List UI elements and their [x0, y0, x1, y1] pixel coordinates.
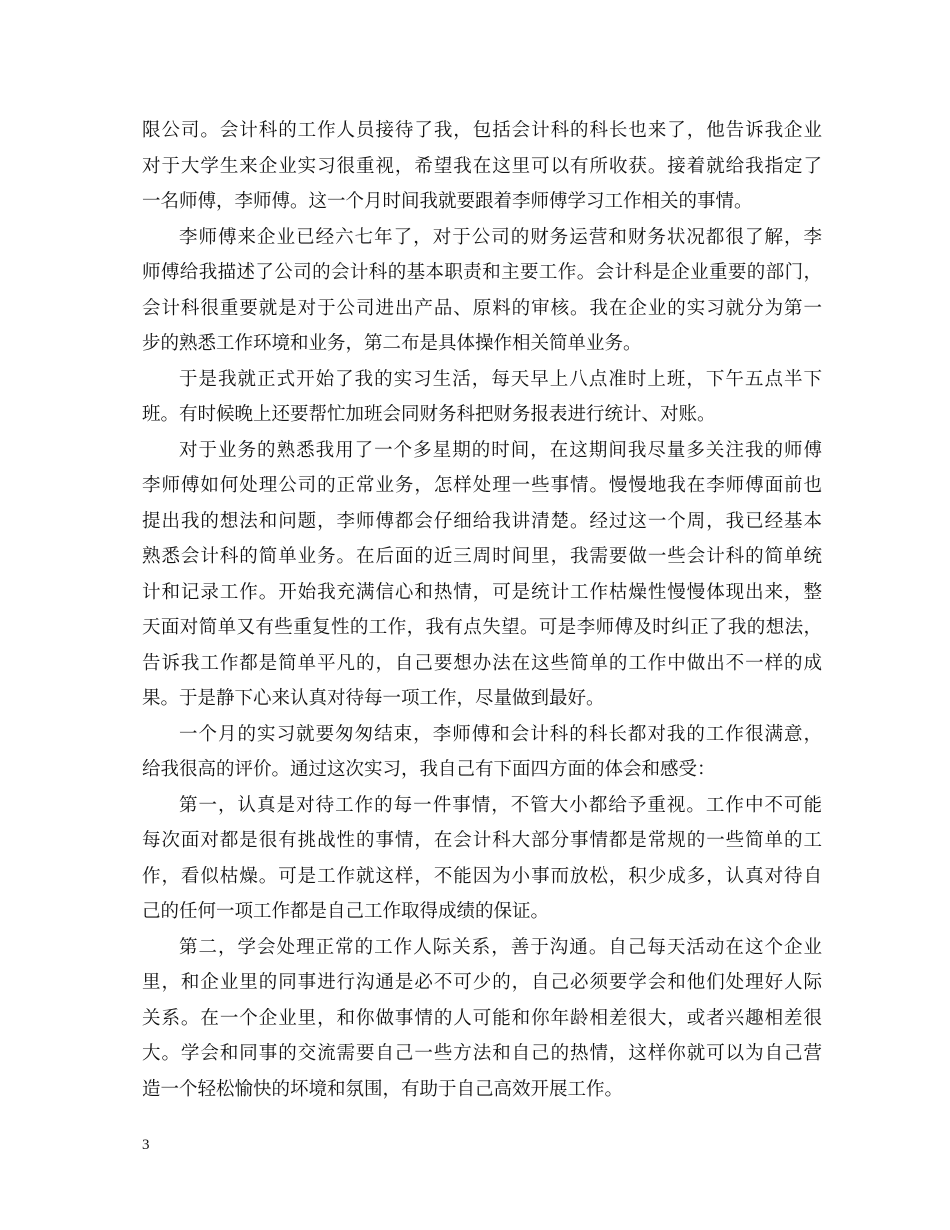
paragraph — [142, 930, 822, 1108]
paragraph — [142, 220, 822, 362]
text-line: 熟悉会计科的简单业务。在后面的近三周时间里，我需要做一些会计科的简单统 — [142, 546, 822, 567]
text-line: 天面对简单又有些重复性的工作，我有点失望。可是李师傅及时纠正了我的想法， — [142, 617, 822, 638]
text-line: 关系。在一个企业里，和你做事情的人可能和你年龄相差很大，或者兴趣相差很 — [142, 1007, 822, 1029]
text-line: 于是我就正式开始了我的实习生活，每天早上八点准时上班，下午五点半下 — [179, 368, 822, 390]
text-line: 第二，学会处理正常的工作人际关系，善于沟通。自己每天活动在这个企业 — [179, 936, 822, 958]
paragraph — [142, 362, 822, 433]
body-text — [142, 113, 822, 1107]
page-number: 3 — [142, 1137, 150, 1153]
paragraph — [142, 113, 822, 220]
text-line: 计和记录工作。开始我充满信心和热情，可是统计工作枯燥性慢慢体现出来，整 — [142, 581, 822, 603]
paragraph — [142, 717, 822, 788]
text-line: 李师傅来企业已经六七年了，对于公司的财务运营和财务状况都很了解，李 — [179, 226, 822, 248]
text-line: 步的熟悉工作环境和业务，第二布是具体操作相关简单业务。 — [142, 333, 642, 354]
text-line: 对于大学生来企业实习很重视，希望我在这里可以有所收获。接着就给我指定了 — [142, 155, 822, 177]
text-line: 己的任何一项工作都是自己工作取得成绩的保证。 — [142, 901, 550, 922]
paragraph — [142, 433, 822, 717]
paragraph — [142, 788, 822, 930]
text-line: 大。学会和同事的交流需要自己一些方法和自己的热情，这样你就可以为自己营 — [142, 1043, 822, 1064]
text-line: 提出我的想法和问题，李师傅都会仔细给我讲清楚。经过这一个周，我已经基本 — [142, 510, 822, 532]
text-line: 师傅给我描述了公司的会计科的基本职责和主要工作。会计科是企业重要的部门， — [142, 262, 822, 283]
text-line: 作，看似枯燥。可是工作就这样，不能因为小事而放松，积少成多，认真对待自 — [142, 865, 822, 887]
text-line: 会计科很重要就是对于公司进出产品、原料的审核。我在企业的实习就分为第一 — [142, 297, 822, 319]
text-line: 第一，认真是对待工作的每一件事情，不管大小都给予重视。工作中不可能 — [179, 794, 822, 816]
text-line: 一名师傅，李师傅。这一个月时间我就要跟着李师傅学习工作相关的事情。 — [142, 191, 753, 212]
text-line: 限公司。会计科的工作人员接待了我，包括会计科的科长也来了，他告诉我企业 — [142, 120, 822, 141]
text-line: 造一个轻松愉快的坏境和氛围，有助于自己高效开展工作。 — [142, 1078, 624, 1100]
text-line: 班。有时候晚上还要帮忙加班会同财务科把财务报表进行统计、对账。 — [142, 404, 716, 425]
text-line: 果。于是静下心来认真对待每一项工作，尽量做到最好。 — [142, 688, 605, 709]
text-line: 对于业务的熟悉我用了一个多星期的时间，在这期间我尽量多关注我的师傅 — [179, 439, 822, 461]
text-line: 给我很高的评价。通过这次实习，我自己有下面四方面的体会和感受： — [142, 759, 716, 780]
text-line: 告诉我工作都是简单平凡的，自己要想办法在这些简单的工作中做出不一样的成 — [142, 652, 822, 674]
text-line: 里，和企业里的同事进行沟通是必不可少的，自己必须要学会和他们处理好人际 — [142, 972, 822, 993]
text-line: 一个月的实习就要匆匆结束，李师傅和会计科的科长都对我的工作很满意， — [179, 723, 822, 745]
text-line: 李师傅如何处理公司的正常业务，怎样处理一些事情。慢慢地我在李师傅面前也 — [142, 475, 822, 496]
text-line: 每次面对都是很有挑战性的事情，在会计科大部分事情都是常规的一些简单的工 — [142, 830, 822, 851]
